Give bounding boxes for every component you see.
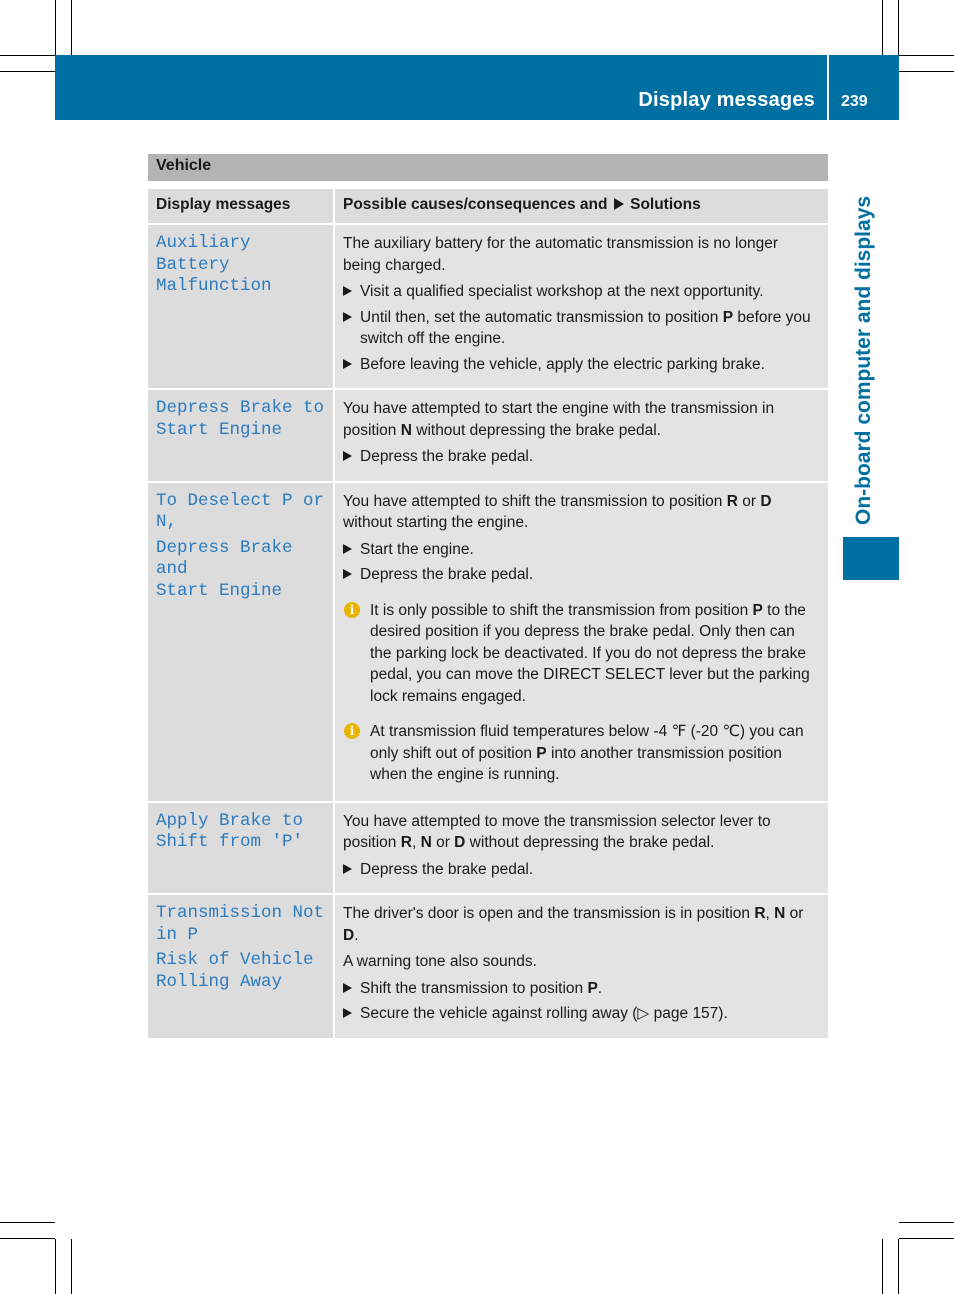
solution-arrow-icon bbox=[614, 198, 624, 210]
solution-step bbox=[343, 281, 820, 303]
solution-step-text: Depress the brake pedal. bbox=[360, 860, 534, 878]
table-row bbox=[148, 389, 828, 482]
header-divider bbox=[827, 55, 829, 120]
step-arrow-icon bbox=[343, 451, 352, 461]
crop-mark bbox=[899, 71, 954, 72]
position-letter: D bbox=[454, 834, 466, 851]
solution-step-text: Until then, set the automatic transmission to position P before you switch off the engine. bbox=[360, 308, 811, 347]
section-title: Vehicle bbox=[148, 154, 828, 181]
solution-step bbox=[343, 354, 820, 376]
display-message-line: To Deselect P or N, bbox=[156, 490, 325, 532]
chapter-tab-marker bbox=[843, 537, 899, 580]
position-letter: R bbox=[400, 834, 412, 851]
crop-mark bbox=[0, 1222, 55, 1223]
position-letter: N bbox=[400, 421, 412, 439]
step-arrow-icon bbox=[343, 569, 352, 579]
display-message-cell bbox=[148, 894, 334, 1039]
position-letter: D bbox=[343, 926, 355, 944]
column-header-messages: Display messages bbox=[148, 189, 334, 224]
crop-mark bbox=[899, 1222, 954, 1223]
solution-step bbox=[343, 859, 820, 881]
step-arrow-icon bbox=[343, 983, 352, 993]
display-message-line: Apply Brake to bbox=[156, 810, 304, 831]
page-number: 239 bbox=[841, 93, 868, 110]
cause-text: You have attempted to shift the transmission to position R or D without starting the engine. bbox=[343, 492, 772, 531]
display-message-cell bbox=[148, 482, 334, 802]
solution-step bbox=[343, 564, 820, 586]
solution-step bbox=[343, 446, 820, 468]
display-message-cell bbox=[148, 802, 334, 895]
solution-step-text: Shift the transmission to position P. bbox=[360, 979, 603, 997]
solution-step-text: Visit a qualified specialist workshop at the next opportunity. bbox=[360, 283, 764, 300]
info-note bbox=[343, 721, 820, 786]
table-header-row bbox=[148, 189, 828, 224]
table-row bbox=[148, 894, 828, 1039]
display-message-cell bbox=[148, 224, 334, 389]
display-message-line: Auxiliary Battery bbox=[156, 233, 251, 275]
display-message-line: Start Engine bbox=[156, 419, 283, 440]
cause-text: The auxiliary battery for the automatic transmission is no longer being charged. bbox=[343, 235, 779, 274]
crop-mark bbox=[0, 71, 55, 72]
solution-step bbox=[343, 978, 820, 1000]
display-messages-table bbox=[148, 189, 828, 1040]
info-note-text: It is only possible to shift the transmission from position P to the desired position if you depress the brake pedal. Only then can the parking lock be deactivated. If you do not depress the brake pedal, you can move the DIRECT SELECT lever but the parking lock remains engaged. bbox=[370, 601, 810, 705]
display-message-cell bbox=[148, 389, 334, 482]
step-arrow-icon bbox=[343, 864, 352, 874]
crop-mark bbox=[899, 1238, 954, 1239]
chapter-tab-label: On-board computer and displays bbox=[852, 195, 875, 525]
solution-step-text: Before leaving the vehicle, apply the electric parking brake. bbox=[360, 355, 765, 373]
position-letter: R bbox=[754, 905, 766, 922]
display-message-line: in P bbox=[156, 924, 199, 945]
crop-mark bbox=[898, 1239, 899, 1294]
solution-step-text: Depress the brake pedal. bbox=[360, 566, 534, 583]
display-message-line: Start Engine bbox=[156, 580, 283, 601]
position-letter: N bbox=[420, 834, 432, 851]
causes-solutions-cell bbox=[334, 224, 828, 389]
display-message-line: Depress Brake and bbox=[156, 537, 293, 579]
position-letter: P bbox=[587, 979, 598, 997]
step-arrow-icon bbox=[343, 286, 352, 296]
step-arrow-icon bbox=[343, 1008, 352, 1018]
table-row bbox=[148, 802, 828, 895]
causes-solutions-cell bbox=[334, 389, 828, 482]
page-title: Display messages bbox=[638, 89, 815, 111]
position-letter: D bbox=[760, 492, 772, 510]
crop-mark bbox=[71, 0, 72, 55]
step-arrow-icon bbox=[343, 359, 352, 369]
cause-text: The driver's door is open and the transmission is in position R, N or D. bbox=[343, 905, 804, 944]
causes-solutions-cell bbox=[334, 802, 828, 895]
crop-mark bbox=[899, 55, 954, 56]
display-message-line: Shift from 'P' bbox=[156, 832, 304, 852]
crop-mark bbox=[55, 1239, 56, 1294]
column-header-solutions bbox=[334, 189, 828, 224]
crop-mark bbox=[898, 0, 899, 55]
display-message-line: Rolling Away bbox=[156, 971, 283, 992]
info-note bbox=[343, 600, 820, 708]
info-note-text: At transmission fluid temperatures below -4 ℉ (-20 ℃) you can only shift out of position P into another transmission position when the engine is running. bbox=[370, 723, 804, 783]
solution-step-text: Secure the vehicle against rolling away (▷ page 157). bbox=[360, 1005, 728, 1022]
causes-solutions-cell bbox=[334, 894, 828, 1039]
table-row bbox=[148, 482, 828, 802]
solution-step bbox=[343, 539, 820, 561]
vehicle-messages-section bbox=[148, 154, 828, 1040]
info-icon: i bbox=[344, 723, 360, 739]
column-header-solutions-suffix: Solutions bbox=[625, 196, 701, 213]
position-letter: P bbox=[722, 308, 734, 326]
crop-mark bbox=[0, 1238, 55, 1239]
display-message-line: Risk of Vehicle bbox=[156, 950, 314, 970]
solution-step-text: Depress the brake pedal. bbox=[360, 448, 534, 465]
column-header-solutions-text: Possible causes/consequences and bbox=[343, 196, 612, 213]
page-header bbox=[55, 55, 899, 120]
crop-mark bbox=[0, 55, 55, 56]
cause-text: You have attempted to move the transmission selector lever to position R, N or D without depressing the brake pedal. bbox=[343, 812, 771, 851]
causes-solutions-cell bbox=[334, 482, 828, 802]
crop-mark bbox=[882, 0, 883, 55]
crop-mark bbox=[71, 1239, 72, 1294]
position-letter: R bbox=[726, 492, 738, 510]
display-message-line: Depress Brake to bbox=[156, 398, 325, 418]
crop-mark bbox=[882, 1239, 883, 1294]
info-icon: i bbox=[344, 602, 360, 618]
position-letter: P bbox=[536, 744, 547, 762]
step-arrow-icon bbox=[343, 312, 352, 322]
crop-mark bbox=[55, 0, 56, 55]
solution-step-text: Start the engine. bbox=[360, 540, 474, 558]
solution-step bbox=[343, 307, 820, 350]
position-letter: P bbox=[752, 601, 763, 619]
display-message-line: Malfunction bbox=[156, 276, 272, 296]
cause-text: A warning tone also sounds. bbox=[343, 953, 537, 970]
cause-text: You have attempted to start the engine with the transmission in position N without depressing the brake pedal. bbox=[343, 400, 775, 439]
solution-step bbox=[343, 1003, 820, 1025]
step-arrow-icon bbox=[343, 544, 352, 554]
display-message-line: Transmission Not bbox=[156, 903, 325, 923]
position-letter: N bbox=[774, 905, 786, 922]
table-row bbox=[148, 224, 828, 389]
